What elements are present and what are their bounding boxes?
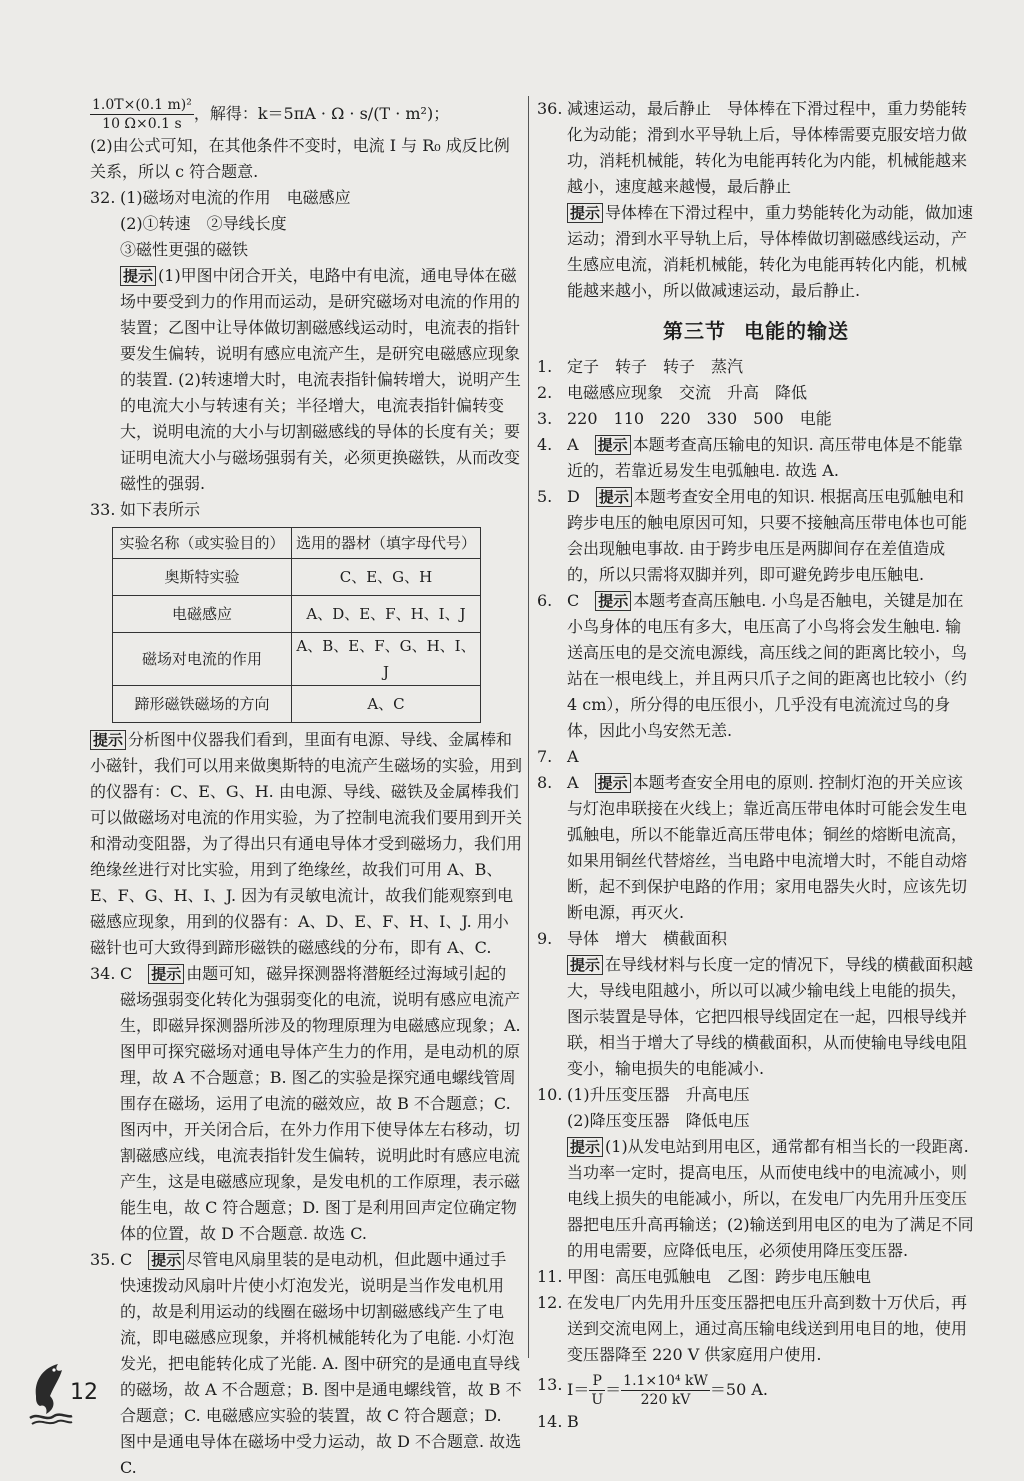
question-number: 33. (90, 500, 116, 519)
hint-text: 本题考查安全用电的原则. 控制灯泡的开关应该与灯泡串联接在火线上；靠近高压带电体时可能会发生电弧触电，所以不能靠近高压带电体；铜丝的熔断电流高，如果用铜丝代替熔丝，当电路中电流增大时，不能自动熔断，起不到保护电路的作用；家用电器失火时，应该先切断电源，再灭火. (567, 773, 968, 922)
hint-tag: 提示 (148, 964, 184, 984)
question-number: 10. (537, 1085, 563, 1104)
table-cell: A、C (292, 686, 481, 723)
hint (567, 770, 975, 926)
answer-choice: A (567, 773, 579, 792)
question-number: 12. (537, 1293, 563, 1312)
hint-tag: 提示 (120, 266, 156, 286)
hint-tag: 提示 (567, 203, 603, 223)
answer-choice: C (120, 964, 133, 983)
hint (567, 952, 975, 1082)
fraction-denominator: 220 kV (640, 1392, 691, 1408)
hint (120, 961, 522, 1247)
fraction (589, 1372, 605, 1409)
answer-line: 减速运动，最后静止 导体棒在下滑过程中，重力势能转化为动能；滑到水平导轨上后，导体棒需要克服安培力做功，消耗机械能，转化为电能再转化为内能，机械能越来越小，速度越来越慢，最后静止 (567, 99, 968, 196)
left-column (90, 96, 522, 1481)
table-cell: 磁场对电流的作用 (113, 633, 292, 686)
question-number: 2. (537, 383, 553, 402)
question-number: 35. (90, 1250, 116, 1269)
answer-choice: C (120, 1250, 133, 1269)
hint-text: 分析图中仪器我们看到，里面有电源、导线、金属棒和小磁针，我们可以用来做奥斯特的电流产生磁场的实验，用到的仪器有：C、E、G、H. 由电源、导线、磁铁及金属棒我们可以做磁场对电流的作用实验，为了控制电流我们要用到开关和滑动变阻器，为了得出只有通电导体才受到磁场力，我们用绝缘丝进行对比实验，用到了绝缘丝，故我们可用 A、B、E、F、G、H、I、J. 因为有灵敏电流计，故我们能观察到电磁感应现象，用到的仪器有：A、D、E、F、H、I、J. 用小磁针也可大致得到蹄形磁铁的磁感线的分布，即有 A、C. (90, 730, 523, 957)
question-6 (537, 588, 975, 744)
table-row (113, 686, 481, 723)
hint-tag: 提示 (596, 487, 632, 507)
question-14 (537, 1409, 975, 1435)
answer-choice: A (567, 747, 579, 766)
hint (567, 200, 975, 304)
answer-choice: B (567, 1412, 579, 1431)
hint (567, 588, 975, 744)
hint (120, 263, 522, 497)
answer-line: ③磁性更强的磁铁 (120, 240, 249, 259)
section-title (537, 318, 975, 344)
hint-tag: 提示 (595, 773, 631, 793)
formula (567, 1372, 975, 1409)
question-number: 3. (537, 409, 553, 428)
hint-text: 在导线材料与长度一定的情况下，导线的横截面积越大，导线电阻越小，所以可以减少输电线上电能的损失，图示装置是导体，它把四根导线固定在一起，四根导线并联，相当于增大了导线的横截面积，从而使输电导线电阻变小，输电损失的电能减小. (567, 955, 974, 1078)
question-number: 6. (537, 591, 553, 610)
question-34 (90, 961, 522, 1247)
hint-tag: 提示 (148, 1250, 184, 1270)
hint-text: (1)从发电站到用电区，通常都有相当长的一段距离. 当功率一定时，提高电压，从而使电线中的电流减小，则电线上损失的电能减小，所以，在发电厂内先用升压变压器把电压升高再输送；(2)输送到用电区的电为了满足不同的用电需要，应降低电压，必须使用降压变压器. (567, 1137, 974, 1260)
question-number: 13. (537, 1375, 563, 1394)
answer-line: 如下表所示 (120, 500, 201, 519)
question-number: 34. (90, 964, 116, 983)
answer-line: 定子 转子 转子 蒸汽 (567, 357, 744, 376)
question-33 (90, 497, 522, 523)
question-1 (537, 354, 975, 380)
fraction-numerator: 1.0T×(0.1 m)² (92, 97, 192, 113)
hint (567, 432, 975, 484)
hint (120, 1247, 522, 1481)
question-9 (537, 926, 975, 1082)
hint-text: 由题可知，磁异探测器将潜艇经过海域引起的磁场强弱变化转化为强弱变化的电流，说明有感应电流产生，即磁异探测器所涉及的物理原理为电磁感应现象；A. 图甲可探究磁场对通电导体产生力的作用，是电动机的原理，故 A 不合题意；B. 图乙的实验是探究通电螺线管周围存在磁场，运用了电流的磁效应，故 B 不合题意；C. 图丙中，开关闭合后，在外力作用下使导体左右移动，切割磁感应线，电流表指针发生偏转，说明此时有感应电流产生，这是电磁感应现象，是发电机的工作原理，表示磁能生电，故 C 符合题意；D. 图丁是利用回声定位确定物体的位置，故 D 不合题意. 故选 C. (120, 964, 521, 1243)
table-cell: 蹄形磁铁磁场的方向 (113, 686, 292, 723)
page-number: 12 (70, 1380, 98, 1405)
question-11 (537, 1264, 975, 1290)
question-number: 4. (537, 435, 553, 454)
question-number: 14. (537, 1412, 563, 1431)
hint-text: 尽管电风扇里装的是电动机，但此题中通过手快速拨动风扇叶片使小灯泡发光，说明是当作发电机用的，故是利用运动的线圈在磁场中切割磁感线产生了电流，即电磁感应现象，并将机械能转化为了电能. 小灯泡发光，把电能转化成了光能. A. 图中研究的是通电直导线的磁场，故 A 不合题意；B. 图中是通电螺线管，故 B 不合题意；C. 电磁感应实验的装置，故 C 符合题意；D. 图中是通电导体在磁场中受力运动，故 D 不合题意. 故选 C. (120, 1250, 522, 1477)
table-row (113, 633, 481, 686)
fraction (621, 1372, 710, 1409)
question-number: 32. (90, 188, 116, 207)
question-12 (537, 1290, 975, 1368)
question-3 (537, 406, 975, 432)
question-number: 1. (537, 357, 553, 376)
table-cell: A、D、E、F、H、I、J (292, 596, 481, 633)
table-header: 选用的器材（填字母代号） (292, 528, 481, 559)
table-cell: 电磁感应 (113, 596, 292, 633)
hint (567, 484, 975, 588)
question-5 (537, 484, 975, 588)
hint (90, 727, 522, 961)
q31-result: ，解得：k＝5πA · Ω · s/(T · m²)； (193, 104, 450, 123)
experiment-table (112, 527, 481, 723)
fraction-numerator: 1.1×10⁴ kW (623, 1373, 708, 1389)
formula-rhs: ＝50 A. (709, 1380, 768, 1399)
hint-tag: 提示 (567, 1137, 603, 1157)
table-row (113, 559, 481, 596)
hint-tag: 提示 (90, 730, 126, 750)
right-column (537, 96, 975, 1435)
table-header: 实验名称（或实验目的） (113, 528, 292, 559)
hint (567, 1134, 975, 1264)
question-35 (90, 1247, 522, 1481)
answer-line: 在发电厂内先用升压变压器把电压升高到数十万伏后，再送到交流电网上，通过高压输电线送到用电目的地，使用变压器降至 220 V 供家庭用户使用. (567, 1293, 968, 1364)
table-cell: C、E、G、H (292, 559, 481, 596)
fraction-denominator: U (591, 1392, 604, 1408)
section-number: 第三节 (663, 319, 726, 343)
answer-line: (2)①转速 ②导线长度 (120, 214, 287, 233)
fraction-numerator: P (589, 1372, 605, 1391)
question-10 (537, 1082, 975, 1264)
answer-line: (1)磁场对电流的作用 电磁感应 (120, 188, 351, 207)
table-row (113, 596, 481, 633)
answer-choice: D (567, 487, 580, 506)
answer-line: 导体 增大 横截面积 (567, 929, 728, 948)
question-number: 36. (537, 99, 563, 118)
table-cell: 奥斯特实验 (113, 559, 292, 596)
question-number: 8. (537, 773, 553, 792)
hint-tag: 提示 (595, 591, 631, 611)
hint-tag: 提示 (595, 435, 631, 455)
question-36 (537, 96, 975, 304)
question-7 (537, 744, 975, 770)
answer-choice: C (567, 591, 580, 610)
question-number: 5. (537, 487, 553, 506)
question-number: 11. (537, 1267, 563, 1286)
answer-line: (1)升压变压器 升高电压 (567, 1085, 750, 1104)
question-2 (537, 380, 975, 406)
answer-choice: A (567, 435, 579, 454)
table-header-row (113, 528, 481, 559)
equals-sign: ＝ (605, 1380, 622, 1399)
answer-line: 甲图：高压电弧触电 乙图：跨步电压触电 (567, 1267, 872, 1286)
question-32 (90, 185, 522, 497)
answer-line: 电磁感应现象 交流 升高 降低 (567, 383, 808, 402)
answer-line: 220 110 220 330 500 电能 (567, 409, 832, 428)
formula-lhs: I＝ (567, 1380, 590, 1399)
dolphin-icon (28, 1356, 74, 1426)
hint-text: 本题考查安全用电的知识. 根据高压电弧触电和跨步电压的触电原因可知，只要不接触高压带电体也可能会出现触电事故. 由于跨步电压是两脚间存在差值造成的，所以只需将双脚并列，即可避免跨步电压触电. (567, 487, 968, 584)
hint-text: 导体棒在下滑过程中，重力势能转化为动能，做加速运动；滑到水平导轨上后，导体棒做切割磁感线运动，产生感应电流，消耗机械能，转化为电能再转化内能，机械能越来越小，所以做减速运动，最后静止. (567, 203, 974, 300)
table-cell: A、B、E、F、G、H、I、J (292, 633, 481, 686)
q31-part2: (2)由公式可知，在其他条件不变时，电流 I 与 R₀ 成反比例关系，所以 c 符合题意. (90, 136, 510, 181)
hint-tag: 提示 (567, 955, 603, 975)
hint-text: 本题考查高压触电. 小鸟是否触电，关键是加在小鸟身体的电压有多大，电压高了小鸟将会发生触电. 输送高压电的是交流电源线，高压线之间的距离比较小，鸟站在一根电线上，并且两只爪子之间的距离也比较小（约 4 cm），所分得的电压很小，几乎没有电流流过鸟的身体，因此小鸟安然无恙. (567, 591, 968, 740)
question-8 (537, 770, 975, 926)
question-13 (537, 1372, 975, 1409)
q31-tail (90, 96, 522, 133)
fraction-denominator: 10 Ω×0.1 s (102, 116, 182, 132)
column-divider (528, 96, 529, 1358)
question-number: 7. (537, 747, 553, 766)
section-name: 电能的输送 (744, 319, 849, 343)
question-number: 9. (537, 929, 553, 948)
question-4 (537, 432, 975, 484)
hint-text: (1)甲图中闭合开关，电路中有电流，通电导体在磁场中要受到力的作用而运动，是研究磁场对电流的作用的装置；乙图中让导体做切割磁感线运动时，电流表的指针要发生偏转，说明有感应电流产生，是研究电磁感应现象的装置. (2)转速增大时，电流表指针偏转增大，说明产生的电流大小与转速有关；半径增大，电流表指针偏转变大，说明电流的大小与切割磁感线的导体的长度有关；要证明电流大小与磁场强弱有关，必须更换磁铁，从而改变磁性的强弱. (120, 266, 521, 493)
fraction (90, 96, 194, 133)
hint-text: 本题考查高压输电的知识. 高压带电体是不能靠近的，若靠近易发生电弧触电. 故选 A. (567, 435, 963, 480)
answer-line: (2)降压变压器 降低电压 (567, 1111, 750, 1130)
